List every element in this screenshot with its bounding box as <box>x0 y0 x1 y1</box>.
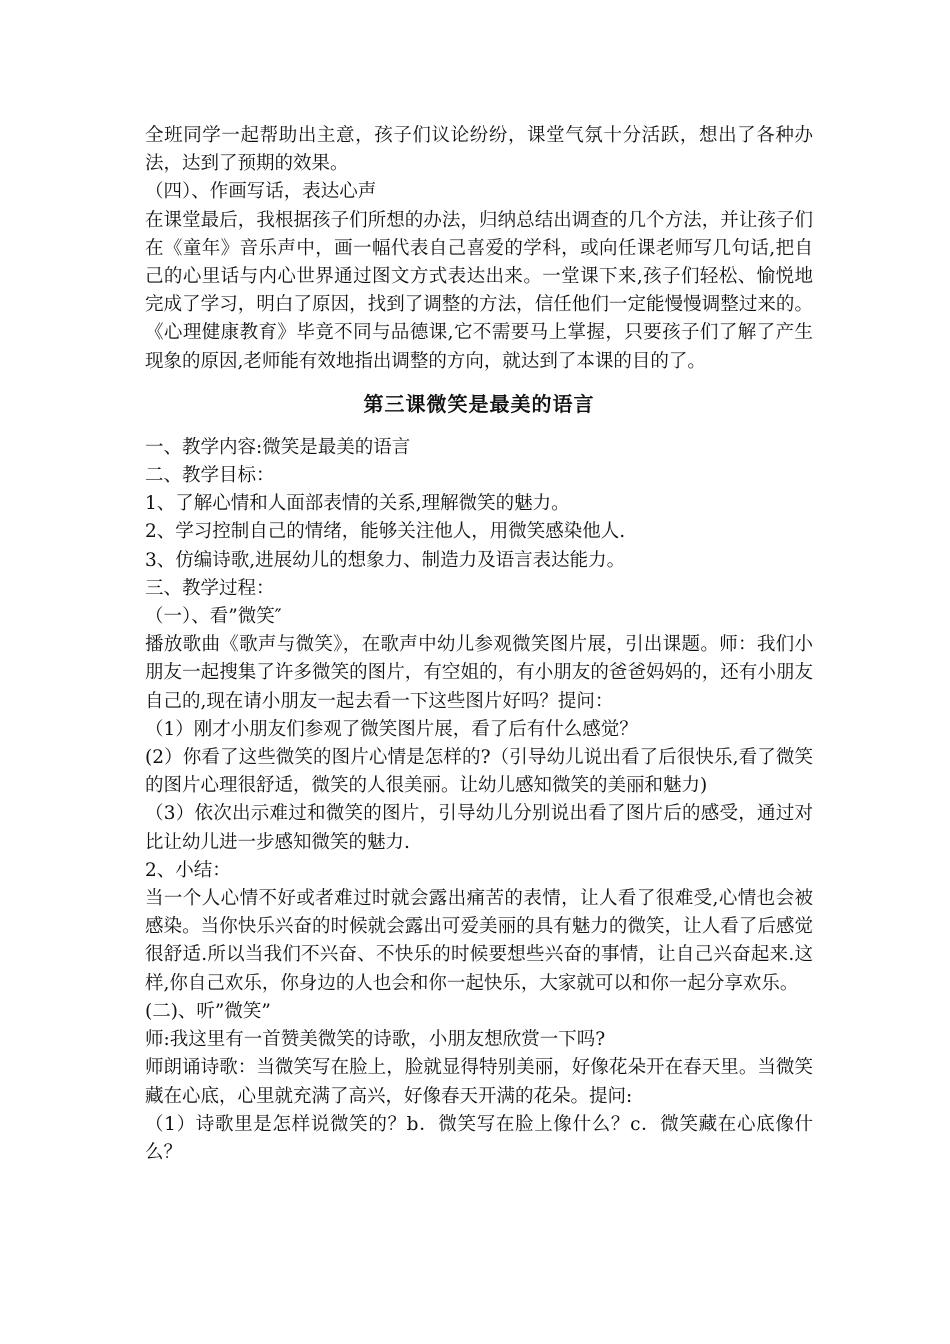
document-body <box>145 122 813 1167</box>
section-heading: 三、教学过程： <box>145 577 275 599</box>
subsection-heading: （一）、看”微笑″ <box>145 606 282 628</box>
question-item: （3）依次出示难过和微笑的图片，引导幼儿分别说出看了图片后的感受，通过对比让幼儿进一步感知微笑的魅力. <box>145 803 813 853</box>
lesson-title: 第三课微笑是最美的语言 <box>363 391 595 416</box>
subsection-heading: (二)、听”微笑” <box>145 1000 271 1022</box>
list-item: 1、了解心情和人面部表情的关系,理解微笑的魅力。 <box>145 493 570 515</box>
question-item: (2）你看了这些微笑的图片心情是怎样的?（引导幼儿说出看了后很快乐,看了微笑的图片心理很舒适，微笑的人很美丽。让幼儿感知微笑的美丽和魅力) <box>145 747 813 797</box>
paragraph: 当一个人心情不好或者难过时就会露出痛苦的表情，让人看了很难受,心情也会被感染。当你快乐兴奋的时候就会露出可爱美丽的具有魅力的微笑，让人看了后感觉很舒适.所以当我们不兴奋、不快乐的时候要想些兴奋的事情，让自己兴奋起来.这样,你自己欢乐，你身边的人也会和你一起快乐，大家就可以和你一起分享欢乐。 <box>145 888 813 994</box>
paragraph: 师朗诵诗歌：当微笑写在脸上，脸就显得特别美丽，好像花朵开在春天里。当微笑藏在心底，心里就充满了高兴，好像春天开满的花朵。提问: <box>145 1057 813 1107</box>
paragraph: 播放歌曲《歌声与微笑》，在歌声中幼儿参观微笑图片展，引出课题。师：我们小朋友一起搜集了许多微笑的图片，有空姐的，有小朋友的爸爸妈妈的，还有小朋友自己的,现在请小朋友一起去看一下这些图片好吗？提问： <box>145 634 813 712</box>
paragraph: 在课堂最后，我根据孩子们所想的办法，归纳总结出调查的几个方法，并让孩子们在《童年》音乐声中，画一幅代表自己喜爱的学科，或向任课老师写几句话,把自己的心里话与内心世界通过图文方式表达出来。一堂课下来,孩子们轻松、愉悦地完成了学习，明白了原因，找到了调整的方法，信任他们一定能慢慢调整过来的。《心理健康教育》毕竟不同与品德课,它不需要马上掌握，只要孩子们了解了产生现象的原因,老师能有效地指出调整的方向，就达到了本课的目的了。 <box>145 209 813 372</box>
paragraph: 全班同学一起帮助出主意，孩子们议论纷纷，课堂气氛十分活跃，想出了各种办法，达到了预期的效果。 <box>145 125 813 175</box>
question-item: （1）诗歌里是怎样说微笑的？b．微笑写在脸上像什么？c．微笑藏在心底像什么？ <box>145 1113 813 1163</box>
paragraph: 师:我这里有一首赞美微笑的诗歌，小朋友想欣赏一下吗? <box>145 1029 606 1051</box>
section-heading: 二、教学目标： <box>145 465 275 487</box>
list-item: 2、学习控制自己的情绪，能够关注他人，用微笑感染他人. <box>145 521 626 543</box>
question-item: （1）刚才小朋友们参观了微笑图片展，看了后有什么感觉？ <box>145 718 638 740</box>
list-item: 3、仿编诗歌,进展幼儿的想象力、制造力及语言表达能力。 <box>145 549 626 571</box>
section-heading: 一、教学内容:微笑是最美的语言 <box>145 436 411 458</box>
section-heading: 2、小结： <box>145 859 231 881</box>
section-heading: （四）、作画写话，表达心声 <box>145 181 377 203</box>
